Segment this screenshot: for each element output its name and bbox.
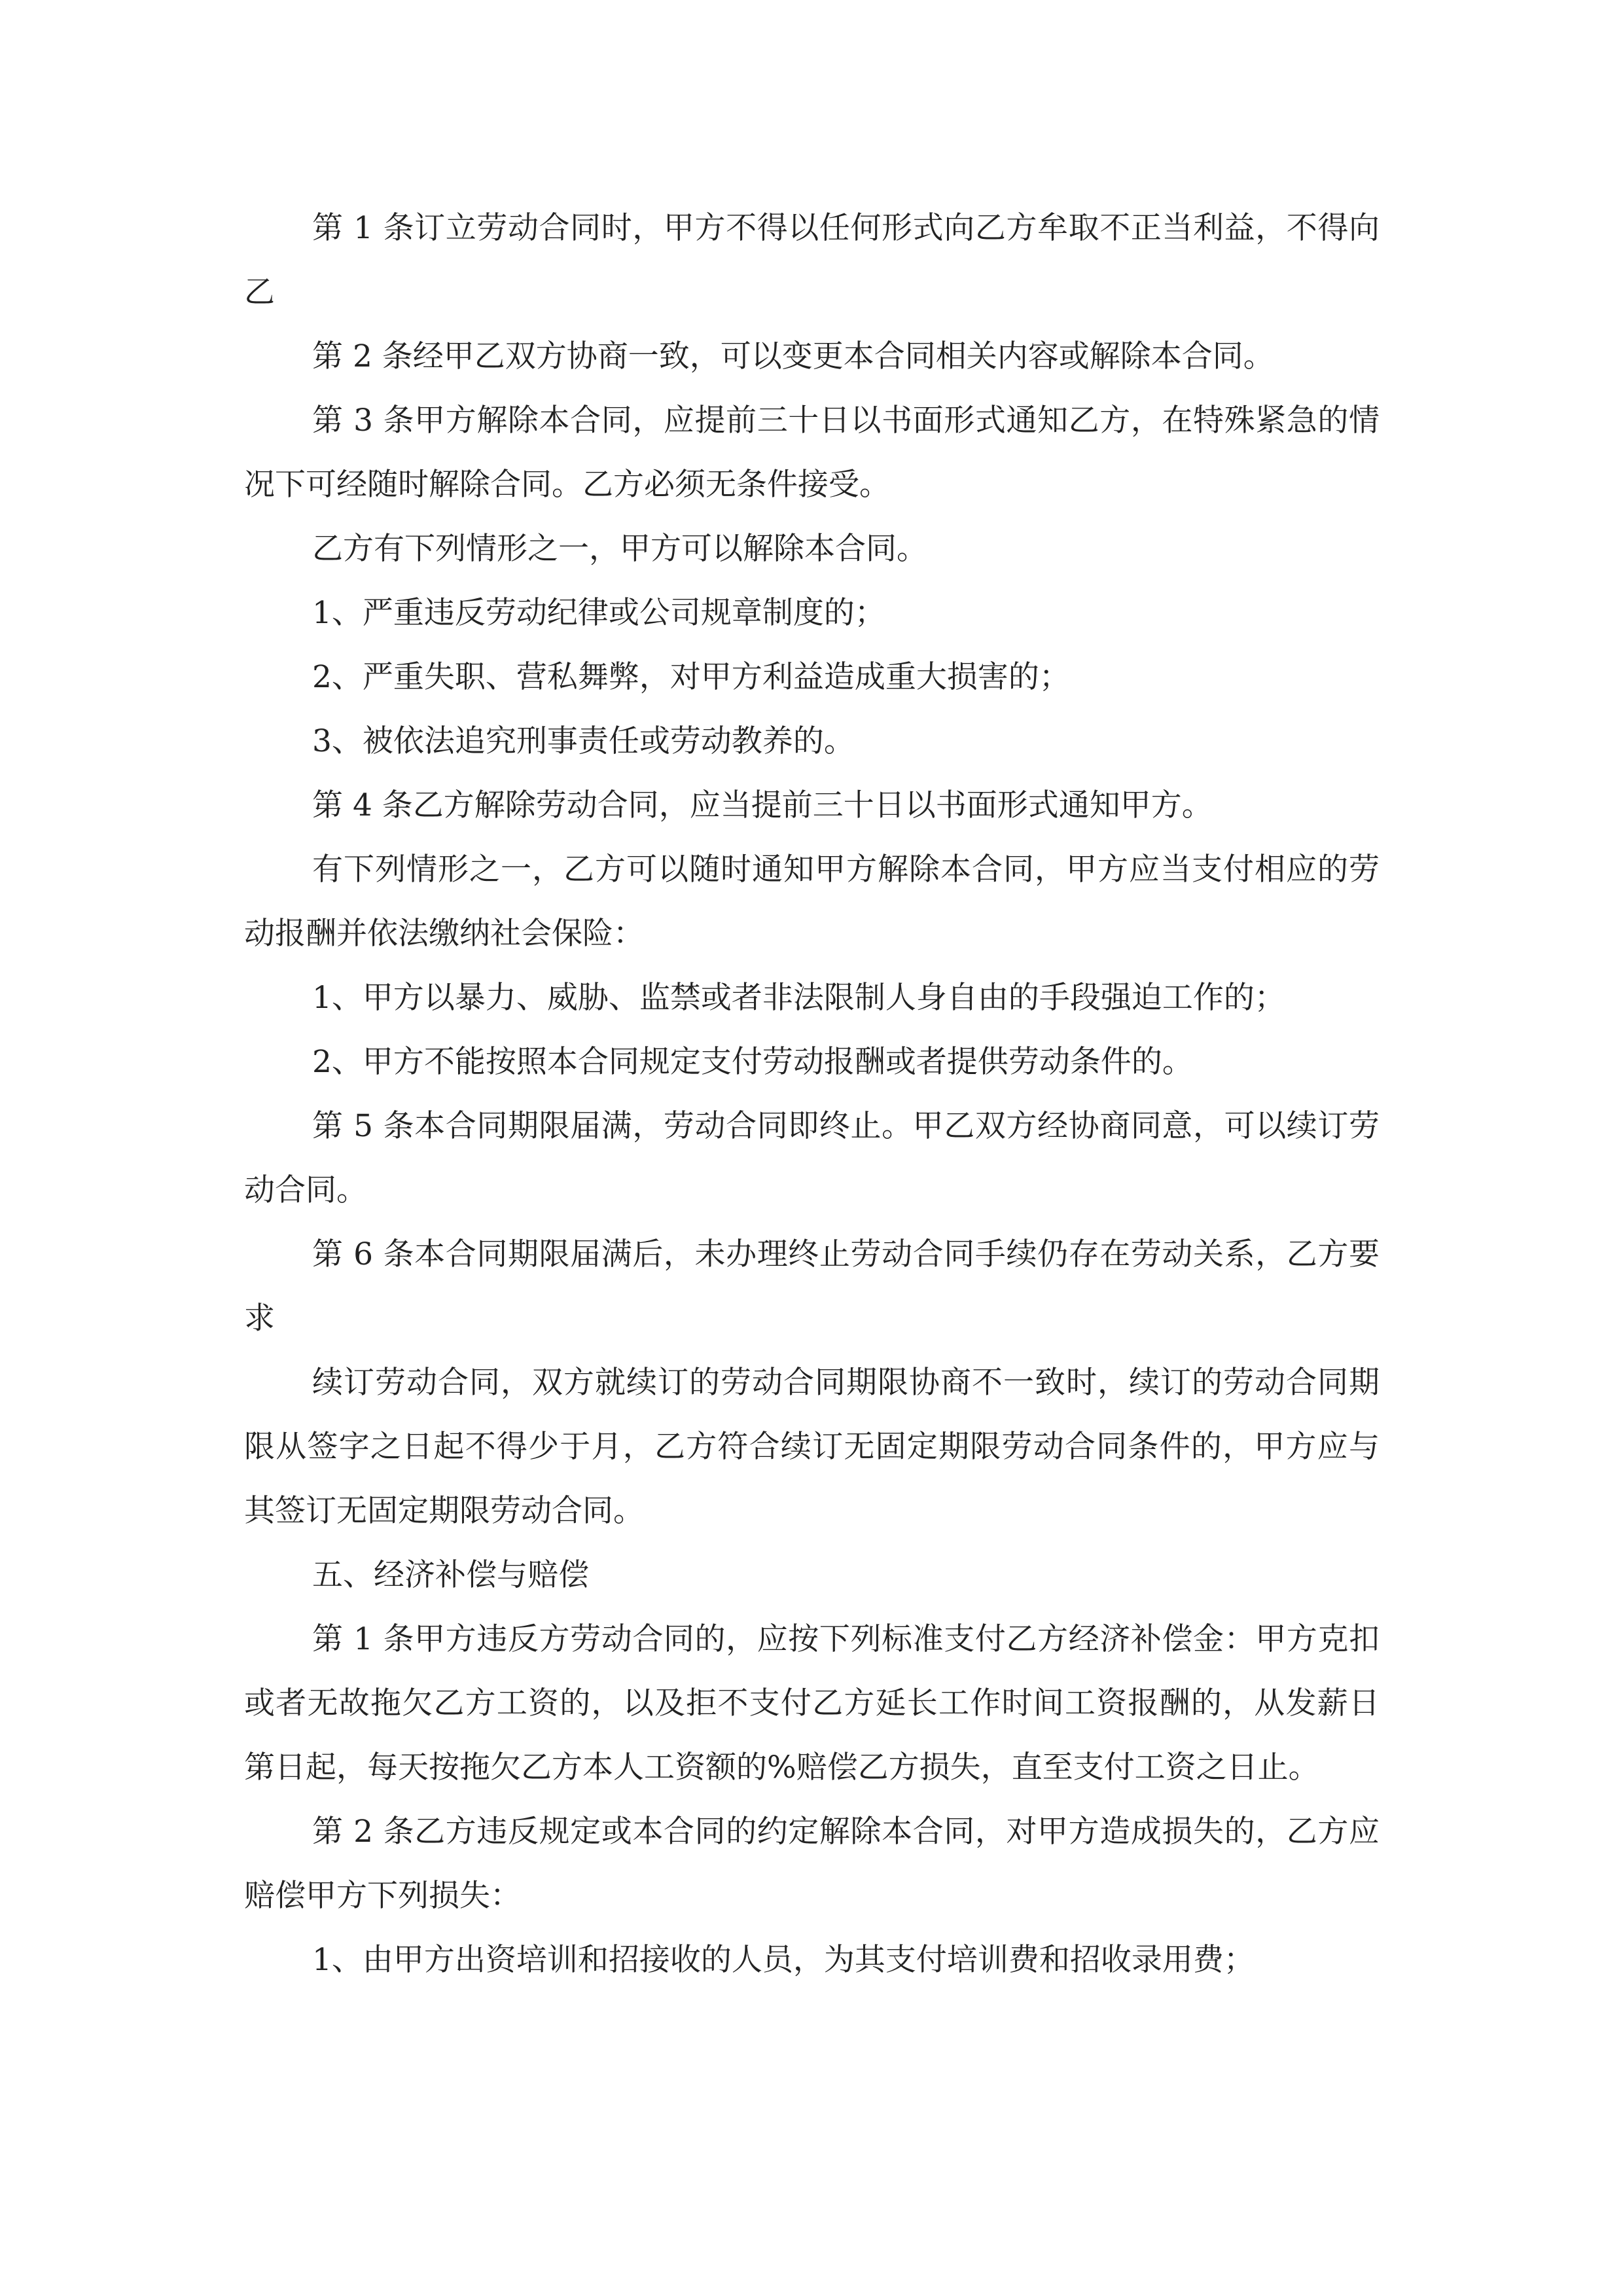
paragraph-clause-5: 第 5 条本合同期限届满，劳动合同即终止。甲乙双方经协商同意，可以续订劳动合同。	[244, 1108, 1380, 1208]
list-item-3: 3、被依法追究刑事责任或劳动教养的。	[312, 723, 855, 759]
paragraph-compensation-clause-2: 第 2 条乙方违反规定或本合同的约定解除本合同，对甲方造成损失的，乙方应赔偿甲方下列损失：	[244, 1814, 1380, 1914]
section-heading: 五、经济补偿与赔偿	[312, 1557, 589, 1593]
list-item-2: 2、严重失职、营私舞弊，对甲方利益造成重大损害的；	[312, 659, 1070, 695]
paragraph-clause-1-heading-block: 第 1 条订立劳动合同时，甲方不得以任何形式向乙方牟取不正当利益，不得向乙	[244, 210, 1380, 310]
document-body	[244, 196, 1380, 1992]
paragraph-clause-3: 第 3 条甲方解除本合同，应提前三十日以书面形式通知乙方，在特殊紧急的情况下可经随时解除合同。乙方必须无条件接受。	[244, 403, 1380, 503]
paragraph-renewal: 续订劳动合同，双方就续订的劳动合同期限协商不一致时，续订的劳动合同期限从签字之日起不得少于月，乙方符合续订无固定期限劳动合同条件的，甲方应与其签订无固定期限劳动合同。	[244, 1365, 1380, 1529]
list-item-2: 2、甲方不能按照本合同规定支付劳动报酬或者提供劳动条件的。	[312, 1044, 1193, 1080]
paragraph-employer-conditions-intro: 有下列情形之一，乙方可以随时通知甲方解除本合同，甲方应当支付相应的劳动报酬并依法缴纳社会保险：	[244, 852, 1380, 952]
paragraph-clause-2: 第 2 条经甲乙双方协商一致，可以变更本合同相关内容或解除本合同。	[312, 338, 1274, 374]
list-item-1: 1、由甲方出资培训和招接收的人员，为其支付培训费和招收录用费；	[312, 1942, 1255, 1978]
list-item-1: 1、甲方以暴力、威胁、监禁或者非法限制人身自由的手段强迫工作的；	[312, 980, 1285, 1016]
list-item-1: 1、严重违反劳动纪律或公司规章制度的；	[312, 595, 885, 631]
paragraph-clause-4: 第 4 条乙方解除劳动合同，应当提前三十日以书面形式通知甲方。	[312, 787, 1213, 823]
paragraph-clause-6: 第 6 条本合同期限届满后，未办理终止劳动合同手续仍存在劳动关系，乙方要求	[244, 1236, 1380, 1336]
paragraph-employee-conditions-intro: 乙方有下列情形之一，甲方可以解除本合同。	[312, 531, 927, 567]
paragraph-compensation-clause-1: 第 1 条甲方违反方劳动合同的，应按下列标准支付乙方经济补偿金：甲方克扣或者无故拖欠乙方工资的，以及拒不支付乙方延长工作时间工资报酬的，从发薪日第日起，每天按拖欠乙方本人工资额的%赔偿乙方损失，直至支付工资之日止。	[244, 1621, 1380, 1785]
